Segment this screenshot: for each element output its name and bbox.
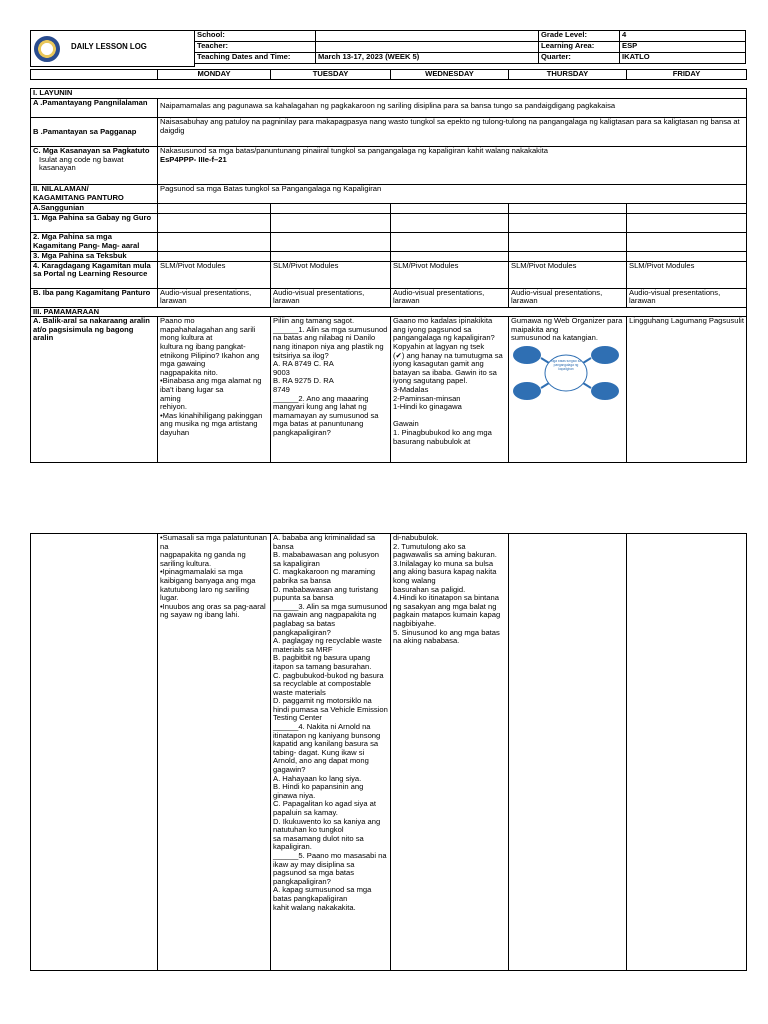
row-label-kagamitang: 2. Mga Pahina sa mga Kagamitang Pang- Mag- aaral — [31, 233, 158, 252]
cont-thursday — [509, 534, 627, 971]
grade-label: Grade Level: — [539, 31, 620, 42]
balik-thursday: Gumawa ng Web Organizer para maipakita ang sumusunod na katangian. — [511, 316, 623, 343]
cont-friday — [627, 534, 747, 971]
cont-tuesday: A. bababa ang kriminalidad sa bansa B. mababawasan ang polusyon sa kapaligiran C. magkakaroon ng maraming pabrika sa bansa D. mababawasan ang turistang pupunta sa bansa ______3. Alin sa mga sumusunod na gawain ang nagpapakita ng paglabag sa batas pangkapaligiran? A. paglagay ng recyclable waste materials sa MRF B. pagbitbit ng basura upang itapon sa tamang basurahan. C. pagbubukod-bukod ng basura sa recyclable at compostable waste materials D. paggamit ng motorsiklo na hindi pumasa sa Vehicle Emission Testing Center ______4. Nakita ni Arnold na itinatapon ng kaniyang bunsong kapatid ang kanilang basura sa tabing- dagat. Kung ikaw si Arnold, ano ang dapat mong gagawin? A. Hahayaan ko lang siya. B. Hindi ko papansinin ang ginawa niya. C. Papagalitan ko agad siya at papaluin sa kamay. D. Ikukuwento ko sa kaniya ang natutuhan ko tungkol sa masamang dulot nito sa kapaligiran. ______5. Paano mo masasabi na ikaw ay may disiplina sa pagsunod sa mga batas pangkapaligiran? A. kapag sumusunod sa mga batas pangkapaligiran kahit walang nakakakita. — [271, 534, 391, 971]
day-thursday: THURSDAY — [509, 70, 627, 80]
row-label-pamantayang: A .Pamantayang Pangnilalaman — [31, 99, 158, 118]
organizer-node-bottom-left — [513, 382, 541, 400]
school-value — [316, 31, 539, 42]
organizer-center-label: Mga batas tungkol sa pangangalaga ng kapaligiran — [550, 359, 582, 371]
cont-wednesday: di-nabubulok. 2. Tumutulong ako sa pagwawalis sa aming bakuran. 3.Inilalagay ko muna sa bulsa ang aking basura kapag nakita kong walang basurahan sa paligid. 4.Hindi ko itinatapon sa bintana ng sasakyan ang mga balat ng pagkain matapos kumain kapag nagbibiyahe. 5. Sinusunod ko ang mga batas na aking nababasa. — [391, 534, 509, 971]
row-text-kasanayan: Nakasusunod sa mga batas/panuntunang pinaiiral tungkol sa pangangalaga ng kapaligiran kahit walang nakakakita — [160, 146, 548, 155]
balik-tuesday: Piliin ang tamang sagot. ______1. Alin sa mga sumusunod na batas ang nilabag ni Danilo nang itinapon niya ang plastik ng tsitsiriya sa ilog? A. RA 8749 C. RA 9003 B. RA 9275 D. RA 8749 ______2. Ano ang maaaring mangyari kung ang lahat ng mamamayan ay sumusunod sa mga batas at panuntunang pangkapaligiran? — [271, 317, 391, 463]
dates-value: March 13-17, 2023 (WEEK 5) — [316, 53, 539, 64]
slm-monday: SLM/Pivot Modules — [158, 261, 271, 288]
row-label-kasanayan-cell — [31, 147, 158, 185]
cont-label-blank — [31, 534, 158, 971]
row-label-sanggunian: A.Sanggunian — [31, 204, 158, 214]
teacher-value — [316, 42, 539, 53]
deped-seal-logo — [34, 36, 60, 62]
quarter-value: IKATLO — [620, 53, 746, 64]
slm-friday: SLM/Pivot Modules — [627, 261, 747, 288]
day-header-table — [30, 69, 747, 80]
av-wednesday: Audio-visual presentations, larawan — [391, 288, 509, 307]
row-text-nilalaman: Pagsunod sa mga Batas tungkol sa Pangangalaga ng Kapaligiran — [158, 185, 747, 204]
area-value: ESP — [620, 42, 746, 53]
row-label-gabay: 1. Mga Pahina sa Gabay ng Guro — [31, 214, 158, 233]
balik-wednesday: Gaano mo kadalas ipinakikita ang iyong pagsunod sa pangangalaga ng kapaligiran? Kopyahin at lagyan ng tsek (✔) ang hanay na tumutugma sa iyong kasagutan gamit ang batayan sa ibaba. Gawin ito sa iyong sagutang papel. 3-Madalas 2-Paminsan-minsan 1-Hindi ko ginagawa Gawain 1. Pinagbubukod ko ang mga basurang nabubulok at — [391, 317, 509, 463]
slm-tuesday: SLM/Pivot Modules — [271, 261, 391, 288]
lesson-log-table — [30, 88, 747, 463]
day-tuesday: TUESDAY — [271, 70, 391, 80]
row-label-iba: B. Iba pang Kagamitang Panturo — [31, 288, 158, 307]
slm-wednesday: SLM/Pivot Modules — [391, 261, 509, 288]
av-tuesday: Audio-visual presentations, larawan — [271, 288, 391, 307]
header-logo-title-box — [30, 30, 195, 67]
day-header-blank — [31, 70, 158, 80]
teacher-label: Teacher: — [195, 42, 316, 53]
grade-value: 4 — [620, 31, 746, 42]
area-label: Learning Area: — [539, 42, 620, 53]
day-monday: MONDAY — [158, 70, 271, 80]
day-wednesday: WEDNESDAY — [391, 70, 509, 80]
row-label-nilalaman: II. NILALAMAN/ KAGAMITANG PANTURO — [31, 185, 158, 204]
organizer-node-bottom-right — [591, 382, 619, 400]
balik-friday: Lingguhang Lagumang Pagsusulit — [627, 317, 747, 463]
day-friday: FRIDAY — [627, 70, 747, 80]
balik-monday: Paano mo mapahahalagahan ang sarili mong kultura at kultura ng ibang pangkat-etnikong Pilipino? Ikahon ang mga gawaing nagpapakita nito. •Binabasa ang mga alamat ng iba't ibang lugar sa aming rehiyon. •Mas kinahihiligang pakinggan ang musika ng mga artistang dayuhan — [158, 317, 271, 463]
av-thursday: Audio-visual presentations, larawan — [509, 288, 627, 307]
row-text-pamantayang: Naipamamalas ang pagunawa sa kahalagahan ng pagkakaroon ng sariling disiplina para sa bansa tungo sa pandaigdigang pagkakaisa — [158, 99, 747, 118]
organizer-node-top-left — [513, 346, 541, 364]
row-text-pagganap: Naisasabuhay ang patuloy na pagninilay para makapagpasya nang wasto tungkol sa epekto ng tulong-tulong na pangangalaga ng kaligtasan para sa kaligtasan ng bansa at daigdig — [158, 118, 747, 147]
balik-thursday-cell — [509, 317, 627, 463]
av-monday: Audio-visual presentations, larawan — [158, 288, 271, 307]
section-pamamaraan: III. PAMAMARAAN — [31, 307, 747, 317]
quarter-label: Quarter: — [539, 53, 620, 64]
av-friday: Audio-visual presentations, larawan — [627, 288, 747, 307]
row-label-kasanayan: C. Mga Kasanayan sa Pagkatuto — [33, 146, 150, 155]
row-label-pagganap: B .Pamantayan sa Pagganap — [31, 118, 158, 147]
cont-monday: •Sumasali sa mga palatuntunan na nagpapakita ng ganda ng sariling kultura. •Ipinagmamalaki sa mga kaibigang banyaga ang mga katutubong laro ng sariling lugar. •Inuubos ang oras sa pag-aaral ng sayaw ng ibang lahi. — [158, 534, 271, 971]
dates-label: Teaching Dates and Time: — [195, 53, 316, 64]
web-organizer-diagram — [511, 343, 621, 403]
row-text-kasanayan-cell — [158, 147, 747, 185]
lesson-log-table-continued — [30, 533, 747, 971]
row-label-teksbuk: 3. Mga Pahina sa Teksbuk — [31, 252, 158, 262]
row-sublabel-kasanayan: Isulat ang code ng bawat kasanayan — [39, 154, 124, 173]
school-label: School: — [195, 31, 316, 42]
row-label-karagdagang: 4. Karagdagang Kagamitan mula sa Portal ng Learning Resource — [31, 261, 158, 288]
row-label-balik-aral: A. Balik-aral sa nakaraang aralin at/o pagsisimula ng bagong aralin — [31, 317, 158, 463]
section-layunin: I. LAYUNIN — [31, 89, 747, 99]
organizer-node-top-right — [591, 346, 619, 364]
row-code-kasanayan: EsP4PPP- IIIe-f–21 — [160, 154, 227, 164]
header-info-table — [194, 30, 746, 64]
slm-thursday: SLM/Pivot Modules — [509, 261, 627, 288]
page-title: DAILY LESSON LOG — [71, 42, 147, 51]
